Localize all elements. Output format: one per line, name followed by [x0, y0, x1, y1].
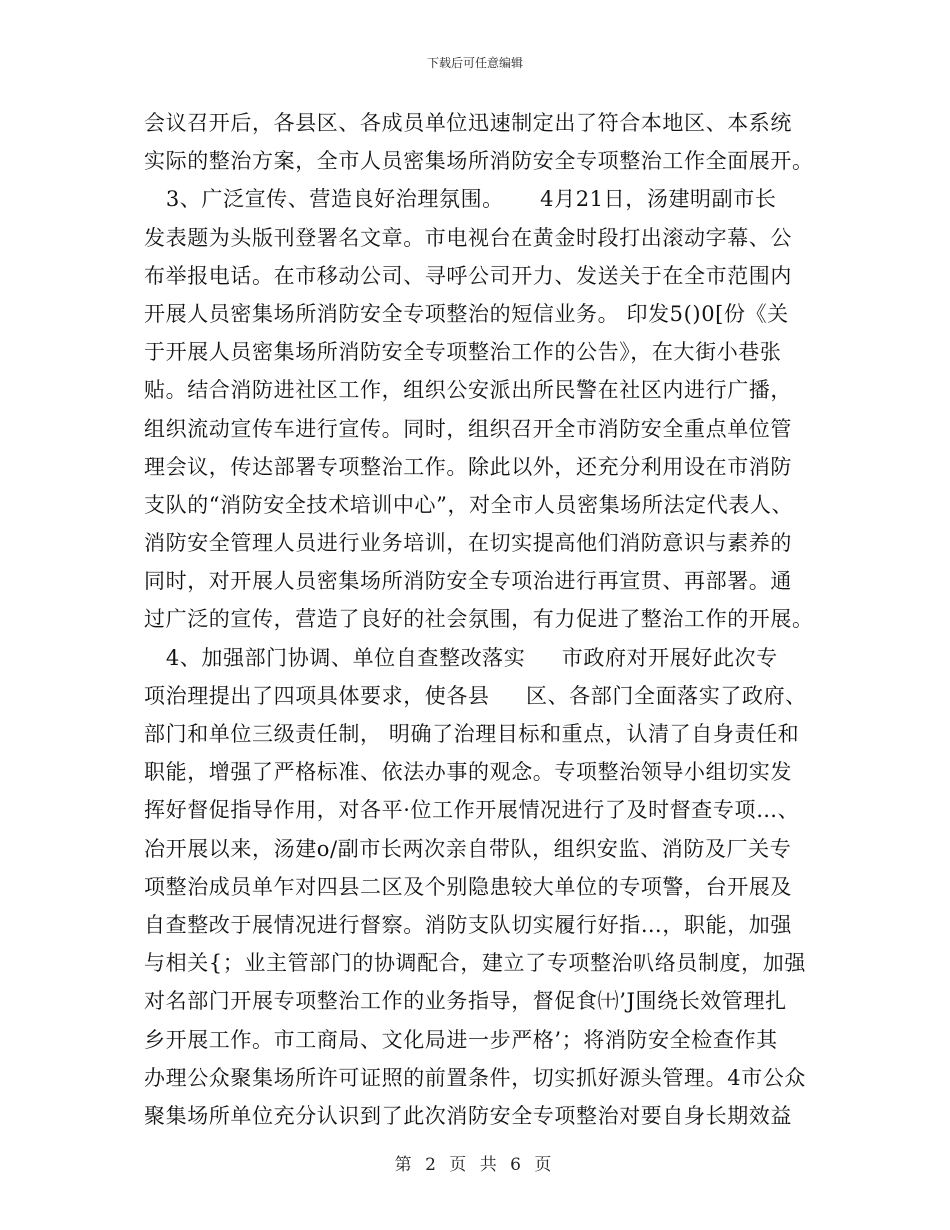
- text-line: 4、加强部门协调、单位自查整改落实 市政府对开展好此次专: [144, 645, 778, 670]
- page-number-footer: 第 2 页 共 6 页: [394, 1155, 556, 1175]
- text-line: 消防安全管理人员进行业务培训，在切实提高他们消防意识与素养的: [144, 531, 792, 556]
- text-line: 与相关{；业主管部门的协调配合，建立了专项整治叭络员制度，加强: [144, 951, 806, 976]
- text-line: 3、广泛宣传、营造良好治理氛围。 4月21日，汤建明副市长: [144, 187, 777, 212]
- text-line: 对名部门开展专项整治工作的业务指导，督促食㈩’J围绕长效管理扎: [144, 989, 787, 1014]
- text-line: 于开展人员密集场所消防安全专项整治工作的公告》，在大街小巷张: [144, 340, 782, 365]
- text-line: 挥好督促指导作用，对各平·位工作开展情况进行了及时督查专项…、: [144, 798, 800, 823]
- text-line: 职能，增强了严格标准、依法办事的观念。专项整治领导小组切实发: [144, 760, 792, 785]
- text-line: 理会议，传达部署专项整治工作。除此以外，还充分利用设在市消防: [144, 454, 792, 479]
- text-line: 会议召开后，各县区、各成员单位迅速制定出了符合本地区、本系统: [144, 111, 792, 135]
- text-line: 布举报电话。在市移动公司、寻呼公司开力、发送关于在全市范围内: [144, 263, 792, 288]
- text-line: 开展人员密集场所消防安全专项整治的短信业务。 印发5()0[份《关: [144, 301, 789, 326]
- text-line: 冶开展以来，汤建o/副市长两次亲自带队，组织安监、消防及厂关专: [144, 836, 792, 861]
- page-header-note: 下载后可任意编辑: [426, 56, 523, 70]
- text-line: 同时，对开展人员密集场所消防安全专项治进行再宣贯、再部署。通: [144, 569, 792, 594]
- text-line: 自查整改于展情况进行督察。消防支队切实履行好指…，职能，加强: [144, 912, 792, 937]
- text-line: 办理公众聚集场所许可证照的前置条件，切实抓好源头管理。4市公众: [144, 1065, 806, 1090]
- text-line: 贴。结合消防进社区工作，组织公安派出所民警在社区内进行广播，: [144, 378, 792, 403]
- text-line: 项整治成员单乍对四县二区及个别隐患较大单位的专项警，台开展及: [144, 874, 792, 899]
- document-body: [144, 104, 814, 1135]
- text-line: 发表题为头版刊登署名文章。市电视台在黄金时段打出滚动字幕、公: [144, 225, 792, 250]
- text-line: 聚集场所单位充分认识到了此次消防安全专项整治对要自身长期效益: [144, 1103, 792, 1128]
- text-line: 支队的“消防安全技术培训中心”，对全市人员密集场所法定代表人、: [144, 492, 794, 517]
- text-line: 部门和单位三级责任制， 明确了治理目标和重点，认清了自身责任和: [144, 722, 800, 746]
- text-line: 项治理提出了四项具体要求，使各县 区、各部门全面落实了政府、: [144, 683, 807, 708]
- text-line: 组织流动宣传车进行宣传。同时，组织召开全市消防安全重点单位管: [144, 416, 792, 441]
- text-line: 实际的整治方案，全市人员密集场所消防安全专项整治工作全面展开。: [144, 149, 814, 174]
- text-line: 乡开展工作。市工商局、文化局进一步严格’；将消防安全检查作其: [144, 1027, 778, 1052]
- text-line: 过广泛的宣传，营造了良好的社会氛围，有力促进了整治工作的开展。: [144, 607, 814, 632]
